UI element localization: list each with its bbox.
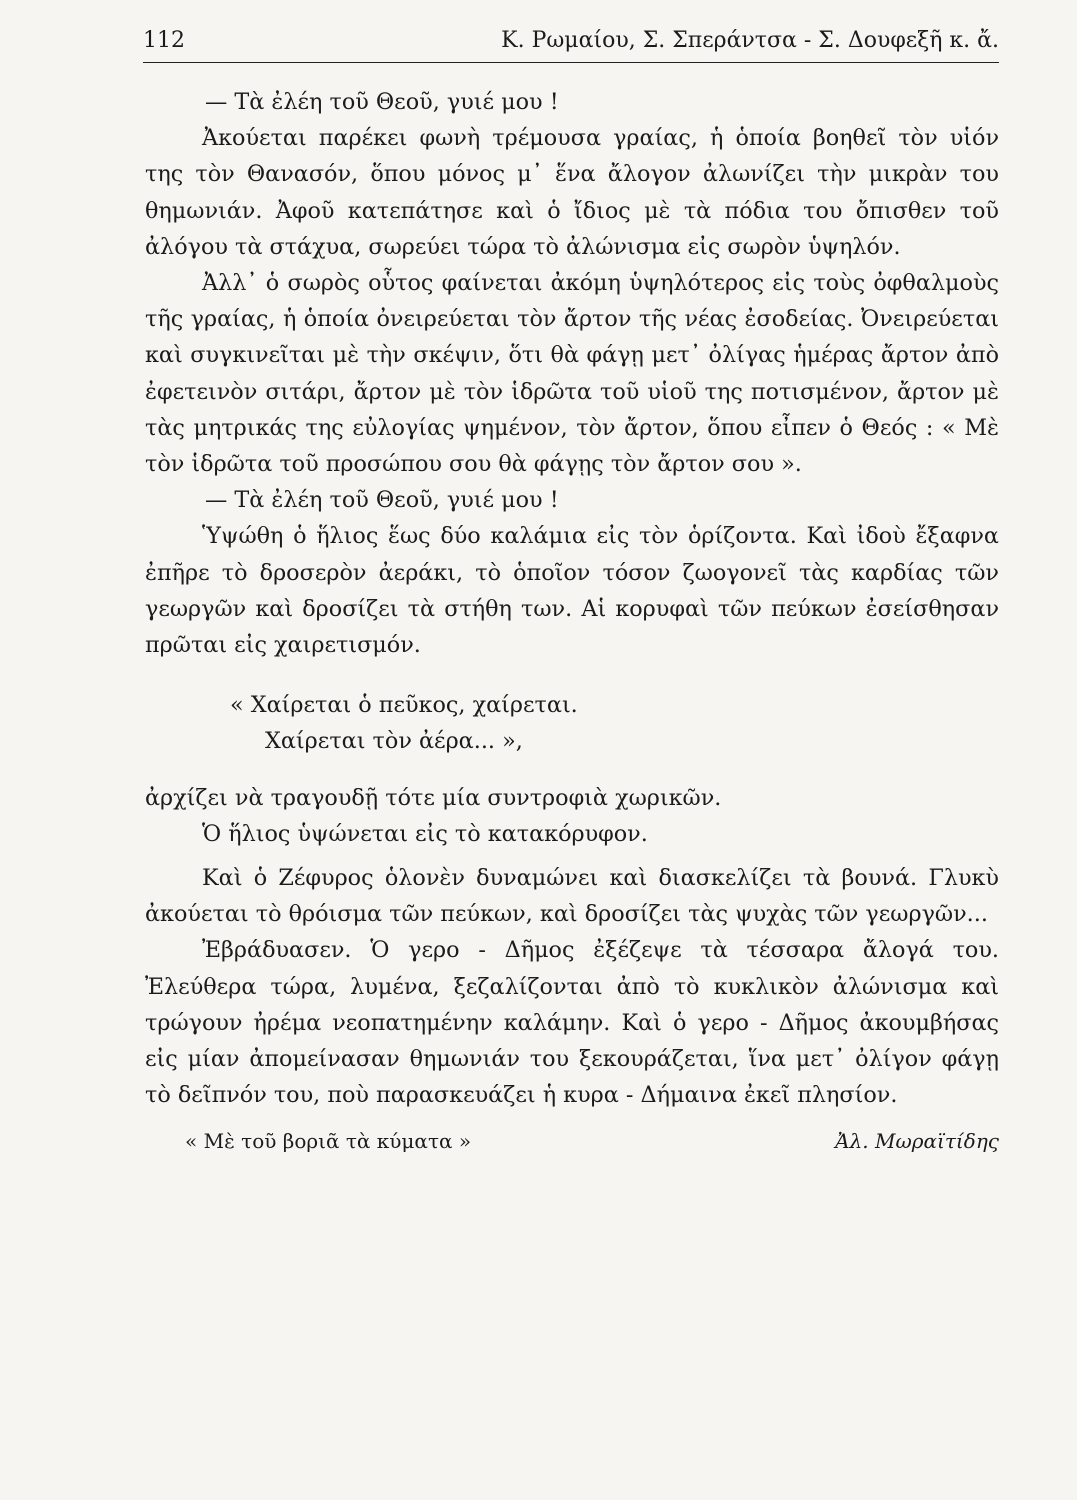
paragraph: Ὑψώθη ὁ ἥλιος ἕως δύο καλάμια εἰς τὸν ὁρίζοντα. Καὶ ἰδοὺ ἔξαφνα ἐπῆρε τὸ δροσερὸν ἀεράκι, τὸ ὁποῖον τόσον ζωογονεῖ τὰς καρδίας τῶν γεωργῶν καὶ δροσίζει τὰ στήθη των. Αἱ κορυφαὶ τῶν πεύκων ἐσείσθησαν πρῶται εἰς χαιρετισμόν. bbox=[145, 523, 999, 659]
source-author: Ἀλ. Μωραϊτίδης bbox=[835, 1129, 999, 1154]
page-header bbox=[143, 26, 999, 63]
paragraph: Ὁ ἥλιος ὑψώνεται εἰς τὸ κατακόρυφον. bbox=[202, 820, 648, 847]
page-number: 112 bbox=[143, 28, 185, 53]
source-work: « Μὲ τοῦ βοριᾶ τὰ κύματα » bbox=[185, 1129, 472, 1154]
verse-line: « Χαίρεται ὁ πεῦκος, χαίρεται. bbox=[230, 692, 578, 719]
paragraph: ἀρχίζει νὰ τραγουδῇ τότε μία συντροφιὰ χωρικῶν. bbox=[145, 784, 722, 811]
running-title: Κ. Ρωμαίου, Σ. Σπεράντσα - Σ. Δουφεξῆ κ. ἄ. bbox=[501, 28, 999, 53]
dialogue-line: — Τὰ ἐλέη τοῦ Θεοῦ, γυιέ μου ! bbox=[205, 89, 559, 115]
paragraph: Ἐβράδυασεν. Ὁ γερο - Δῆμος ἐξέζεψε τὰ τέσσαρα ἄλογά του. Ἐλεύθερα τώρα, λυμένα, ξεζαλίζονται ἀπὸ τὸ κυκλικὸν ἀλώνισμα καὶ τρώγουν ἠρέμα νεοπατημένην καλάμην. Καὶ ὁ γερο - Δῆμος ἀκουμβήσας εἰς μίαν ἀπομείνασαν θημωνιάν του ξεκουράζεται, ἵνα μετ᾿ ὀλίγον φάγῃ τὸ δεῖπνόν του, ποὺ παρασκευάζει ἡ κυρα - Δήμαινα ἐκεῖ πλησίον. bbox=[145, 937, 999, 1109]
song-verse bbox=[145, 687, 999, 759]
dialogue-line: — Τὰ ἐλέη τοῦ Θεοῦ, γυιέ μου ! bbox=[205, 487, 559, 514]
paragraph: Καὶ ὁ Ζέφυρος ὁλονὲν δυναμώνει καὶ διασκελίζει τὰ βουνά. Γλυκὺ ἀκούεται τὸ θρόισμα τῶν πεύκων, καὶ δροσίζει τὰς ψυχὰς τῶν γεωργῶν... bbox=[145, 865, 999, 928]
verse-line: Χαίρεται τὸν ἀέρα... », bbox=[265, 728, 523, 755]
paragraph: Ἀλλ᾿ ὁ σωρὸς οὗτος φαίνεται ἀκόμη ὑψηλότερος εἰς τοὺς ὀφθαλμοὺς τῆς γραίας, ἡ ὁποία ὀνειρεύεται τὸν ἄρτον τῆς νέας ἐσοδείας. Ὀνειρεύεται καὶ συγκινεῖται μὲ τὴν σκέψιν, ὅτι θὰ φάγῃ μετ᾿ ὀλίγας ἡμέρας ἄρτον ἀπὸ ἐφετεινὸν σιτάρι, ἄρτον μὲ τὸν ἱδρῶτα τοῦ υἱοῦ της ποτισμένον, ἄρτον μὲ τὰς μητρικάς της εὐλογίας ψημένον, τὸν ἄρτον, ὅπου εἶπεν ὁ Θεός : « Μὲ τὸν ἱδρῶτα τοῦ προσώπου σου θὰ φάγῃς τὸν ἄρτον σου ». bbox=[145, 270, 999, 478]
paragraph: Ἀκούεται παρέκει φωνὴ τρέμουσα γραίας, ἡ ὁποία βοηθεῖ τὸν υἱόν της τὸν Θανασόν, ὅπου μόνος μ᾿ ἕνα ἄλογον ἀλωνίζει τὴν μικρὰν του θημωνιάν. Ἀφοῦ κατεπάτησε καὶ ὁ ἴδιος μὲ τὰ πόδια του ὄπισθεν τοῦ ἀλόγου τὰ στάχυα, σωρεύει τώρα τὸ ἀλώνισμα εἰς σωρὸν ὑψηλόν. bbox=[145, 125, 999, 260]
source-citation bbox=[145, 1123, 999, 1159]
page-body bbox=[145, 84, 999, 1160]
